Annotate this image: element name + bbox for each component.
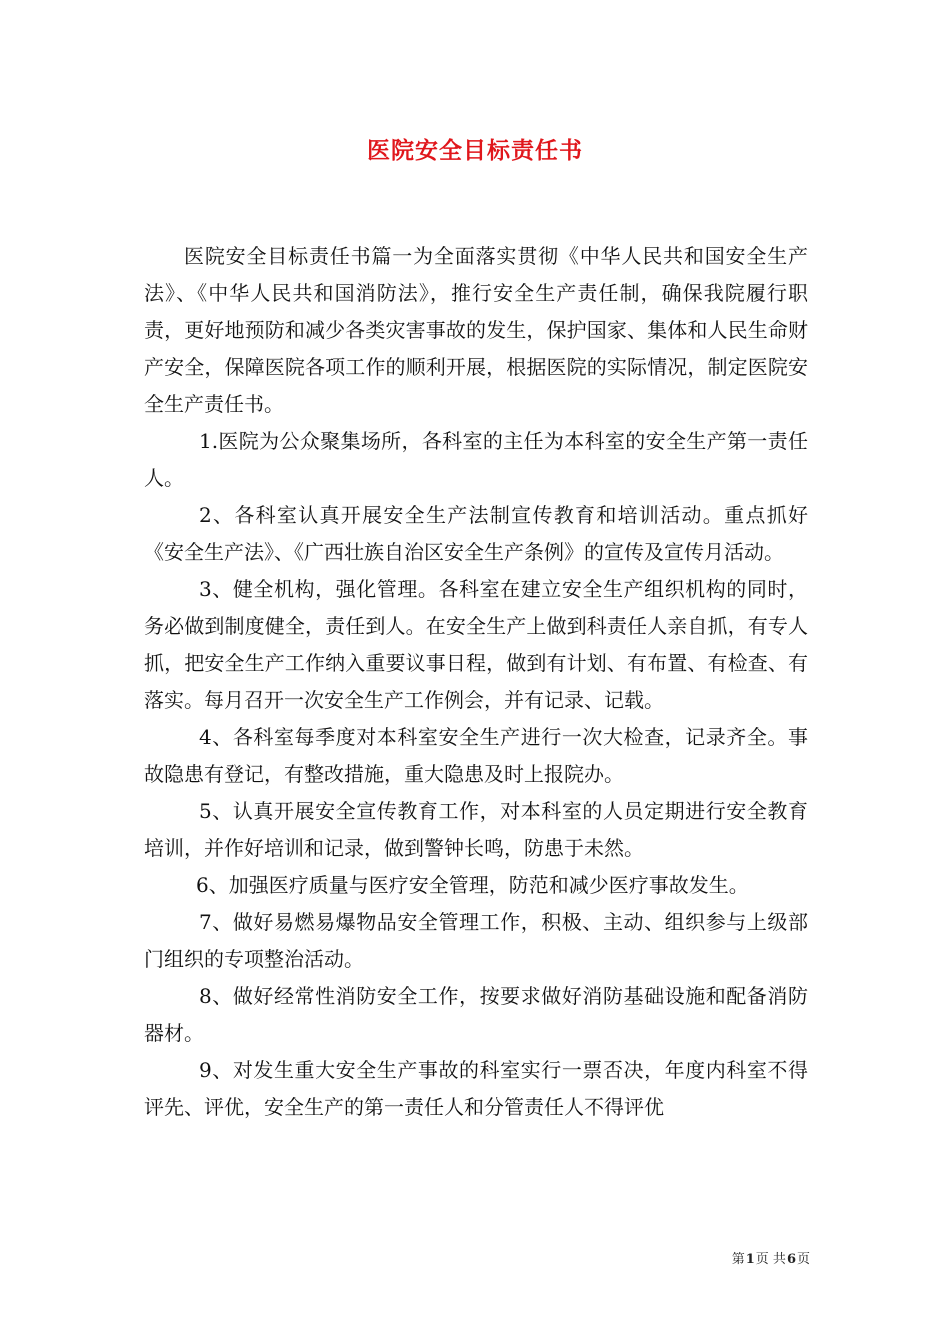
clause-3: 3、健全机构，强化管理。各科室在建立安全生产组织机构的同时，务必做到制度健全，责任到人。在安全生产上做到科责任人亲自抓，有专人抓，把安全生产工作纳入重要议事日程，做到有计划、有布置、有检查、有落实。每月召开一次安全生产工作例会，并有记录、记载。 xyxy=(144,577,808,712)
document-body xyxy=(144,238,808,1126)
footer-prefix: 第 xyxy=(731,1252,745,1267)
current-page-number: 1 xyxy=(745,1252,755,1267)
document-title: 医院安全目标责任书 xyxy=(367,137,583,164)
footer-middle: 页 共 xyxy=(755,1252,786,1267)
clause-7: 7、做好易燃易爆物品安全管理工作，积极、主动、组织参与上级部门组织的专项整治活动。 xyxy=(144,910,808,971)
clause-5: 5、认真开展安全宣传教育工作，对本科室的人员定期进行安全教育培训，并作好培训和记录，做到警钟长鸣，防患于未然。 xyxy=(144,799,808,860)
clause-4: 4、各科室每季度对本科室安全生产进行一次大检查，记录齐全。事故隐患有登记，有整改措施，重大隐患及时上报院办。 xyxy=(144,725,808,786)
clause-6: 6、加强医疗质量与医疗安全管理，防范和减少医疗事故发生。 xyxy=(196,873,749,897)
clause-8: 8、做好经常性消防安全工作，按要求做好消防基础设施和配备消防器材。 xyxy=(144,984,808,1045)
clause-9: 9、对发生重大安全生产事故的科室实行一票否决，年度内科室不得评先、评优，安全生产的第一责任人和分管责任人不得评优 xyxy=(144,1058,808,1119)
page-number-footer xyxy=(700,1248,810,1267)
intro-paragraph: 医院安全目标责任书篇一为全面落实贯彻《中华人民共和国安全生产法》、《中华人民共和国消防法》，推行安全生产责任制，确保我院履行职责，更好地预防和减少各类灾害事故的发生，保护国家、集体和人民生命财产安全，保障医院各项工作的顺利开展，根据医院的实际情况，制定医院安全生产责任书。 xyxy=(144,244,808,416)
clause-2: 2、各科室认真开展安全生产法制宣传教育和培训活动。重点抓好《安全生产法》、《广西壮族自治区安全生产条例》的宣传及宣传月活动。 xyxy=(144,503,808,564)
clause-1: 1.医院为公众聚集场所，各科室的主任为本科室的安全生产第一责任人。 xyxy=(144,429,808,490)
total-page-count: 6 xyxy=(786,1252,796,1267)
footer-suffix: 页 xyxy=(796,1252,810,1267)
